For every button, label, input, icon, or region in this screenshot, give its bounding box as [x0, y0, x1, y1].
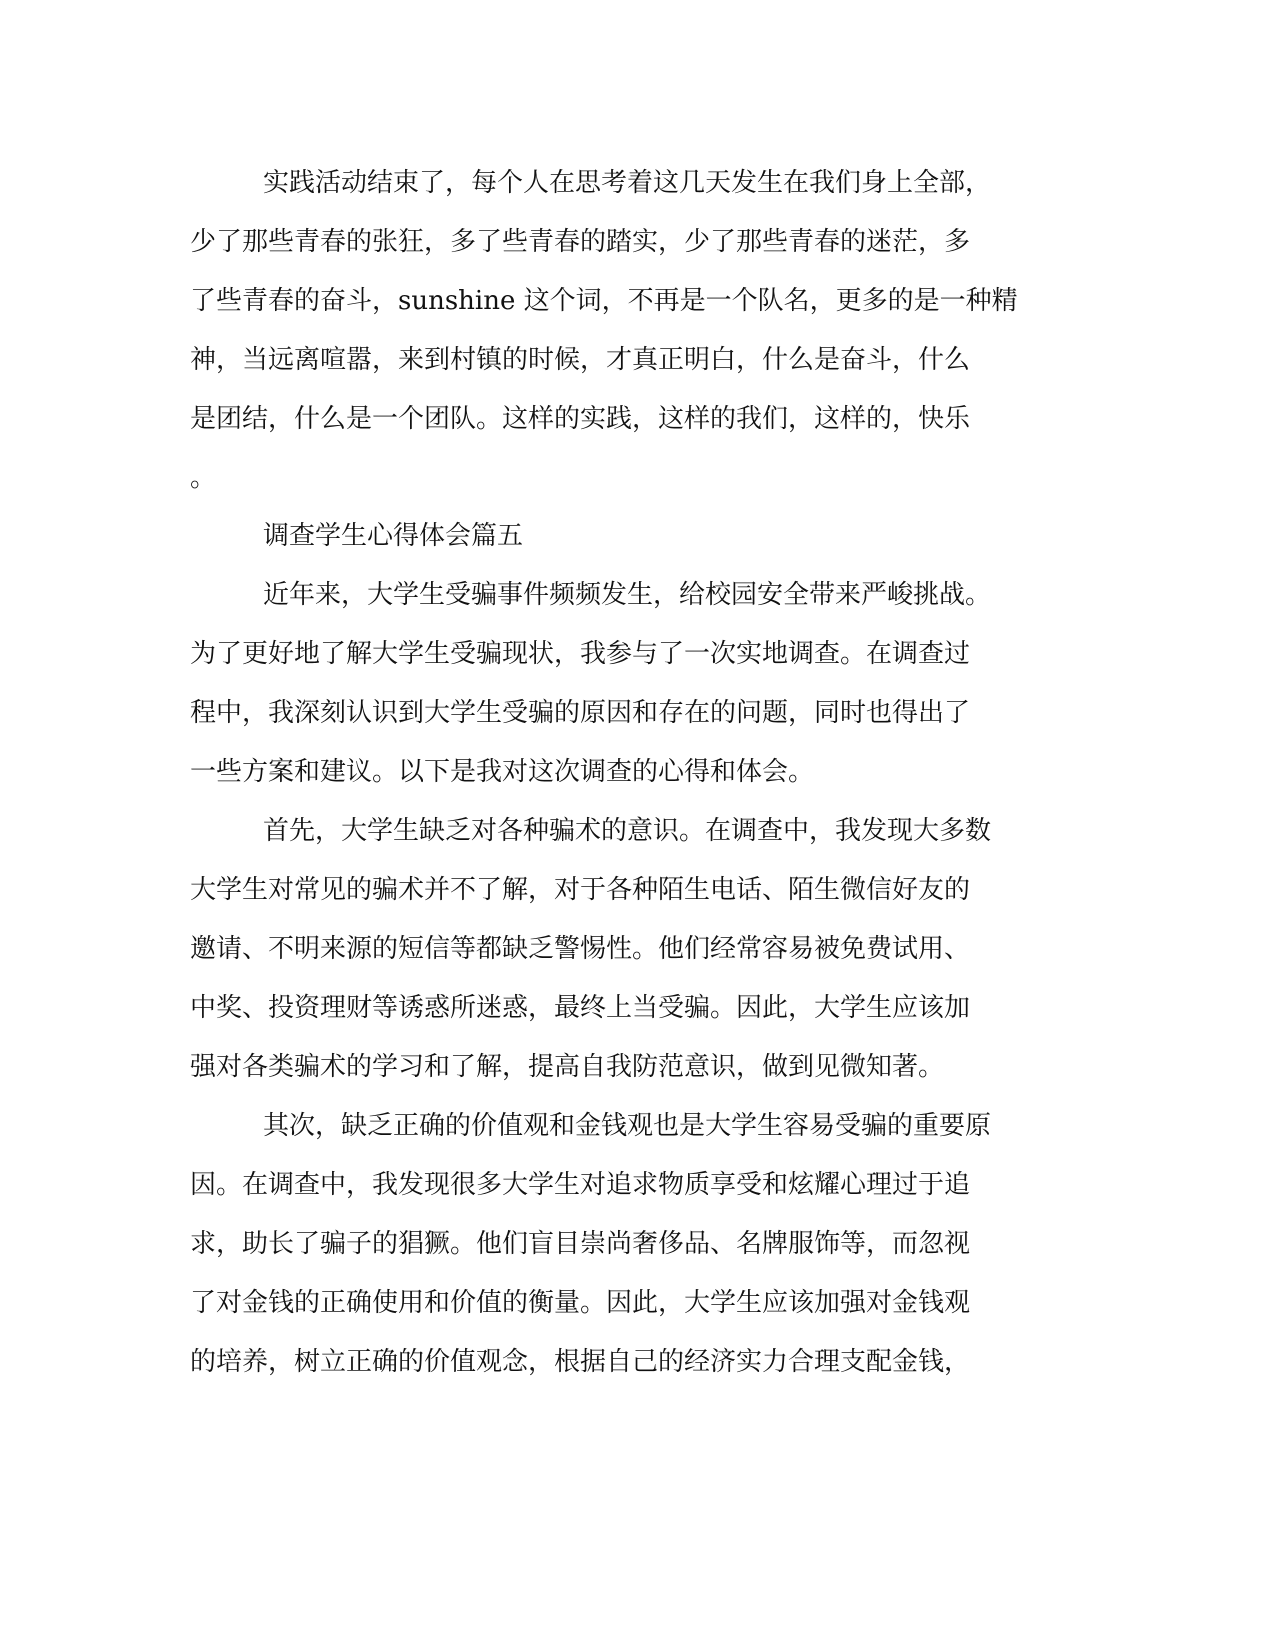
paragraph-4-line-3: 求，助长了骗子的猖獗。他们盲目崇尚奢侈品、名牌服饰等，而忽视 — [190, 1229, 971, 1259]
paragraph-2-line-3: 程中，我深刻认识到大学生受骗的原因和存在的问题，同时也得出了 — [190, 698, 971, 728]
paragraph-4-line-5: 的培养，树立正确的价值观念，根据自己的经济实力合理支配金钱， — [190, 1347, 971, 1377]
paragraph-3-line-2: 大学生对常见的骗术并不了解，对于各种陌生电话、陌生微信好友的 — [190, 875, 971, 905]
paragraph-3-line-1: 首先，大学生缺乏对各种骗术的意识。在调查中，我发现大多数 — [263, 816, 992, 846]
paragraph-4-line-4: 了对金钱的正确使用和价值的衡量。因此，大学生应该加强对金钱观 — [190, 1288, 971, 1318]
paragraph-4-line-1: 其次，缺乏正确的价值观和金钱观也是大学生容易受骗的重要原 — [263, 1111, 992, 1141]
paragraph-1-line-6: 。 — [190, 463, 217, 493]
paragraph-1-line-3: 了些青春的奋斗，sunshine 这个词，不再是一个队名，更多的是一种精 — [190, 286, 1018, 316]
paragraph-2-line-2: 为了更好地了解大学生受骗现状，我参与了一次实地调查。在调查过 — [190, 639, 971, 669]
paragraph-1-line-1: 实践活动结束了，每个人在思考着这几天发生在我们身上全部， — [263, 168, 992, 198]
paragraph-1-line-2: 少了那些青春的张狂，多了些青春的踏实，少了那些青春的迷茫，多 — [190, 227, 971, 257]
paragraph-3-line-3: 邀请、不明来源的短信等都缺乏警惕性。他们经常容易被免费试用、 — [190, 934, 971, 964]
paragraph-4-line-2: 因。在调查中，我发现很多大学生对追求物质享受和炫耀心理过于追 — [190, 1170, 971, 1200]
paragraph-3-line-4: 中奖、投资理财等诱惑所迷惑，最终上当受骗。因此，大学生应该加 — [190, 993, 971, 1023]
paragraph-2-line-1: 近年来，大学生受骗事件频频发生，给校园安全带来严峻挑战。 — [263, 580, 992, 610]
section-heading: 调查学生心得体会篇五 — [263, 521, 524, 551]
paragraph-2-line-4: 一些方案和建议。以下是我对这次调查的心得和体会。 — [190, 757, 815, 787]
paragraph-1-line-5: 是团结，什么是一个团队。这样的实践，这样的我们，这样的，快乐 — [190, 404, 971, 434]
paragraph-3-line-5: 强对各类骗术的学习和了解，提高自我防范意识，做到见微知著。 — [190, 1052, 945, 1082]
paragraph-1-line-4: 神，当远离喧嚣，来到村镇的时候，才真正明白，什么是奋斗，什么 — [190, 345, 971, 375]
